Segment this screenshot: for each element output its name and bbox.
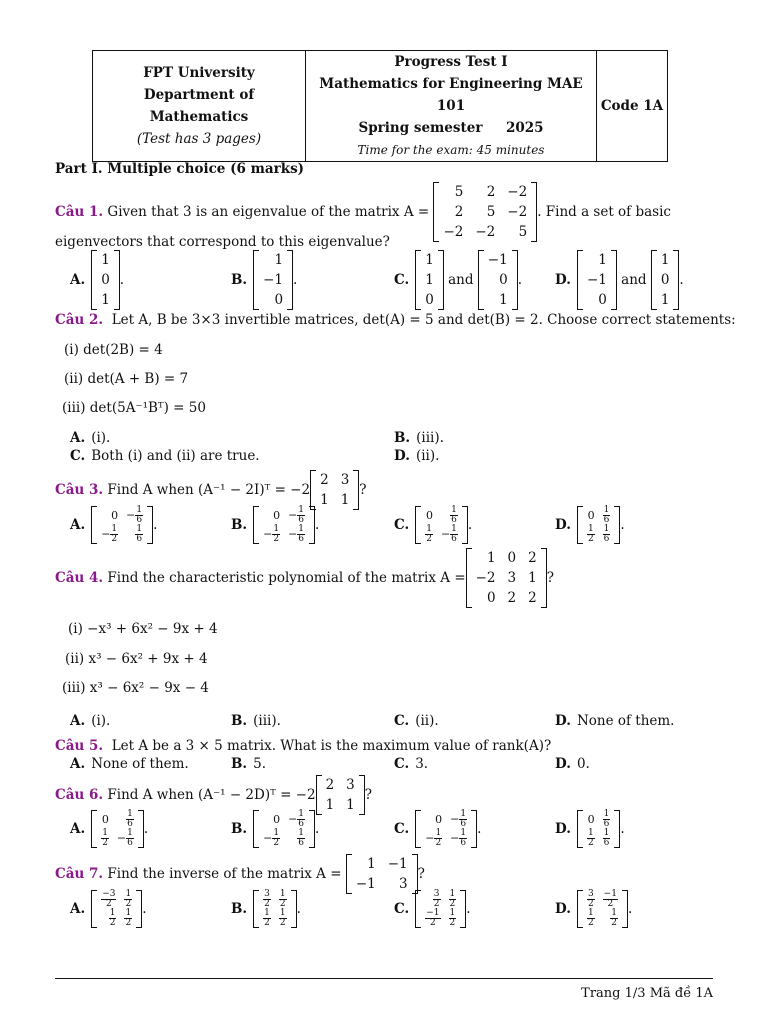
q3-option-b[interactable]: B. 0 − $\frac{1}{6}$ − $\frac{1}{2}$ − $\frac{1}{6}$ . [231, 505, 320, 544]
q3-option-c[interactable]: C. 0 $\frac{1}{6}$ $\frac{1}{2}$ − $\frac{1}{6}$ . [394, 505, 473, 544]
vector [91, 250, 120, 310]
q2-option-c[interactable]: C. Both (i) and (ii) are true. [70, 448, 260, 464]
question-text: Find the inverse of the matrix A = [107, 866, 342, 882]
q5-option-c[interactable]: C. 3. [394, 756, 429, 772]
q4-statement-i: (i) −x³ + 6x² − 9x + 4 [68, 621, 218, 637]
matrix-entry: 1 [340, 492, 350, 508]
footer-rule [55, 978, 713, 979]
and-text: and [621, 272, 647, 288]
matrix-entry: 3 [340, 472, 350, 488]
vector-entry: −1 [586, 272, 607, 288]
q4-option-c[interactable]: C. (ii). [394, 713, 439, 729]
matrix-entry: 2 [486, 184, 496, 200]
q2-statement-ii: (ii) det(A + B) = 7 [64, 371, 189, 387]
matrix-entry: 3 [346, 777, 355, 793]
vector [577, 250, 617, 310]
matrix-2x2: 0 $\frac{1}{6}$ $\frac{1}{2}$ $\frac{1}{6}$ [577, 810, 620, 848]
question-text: Given that 3 is an eigenvalue of the matrix A = [107, 204, 430, 220]
matrix-entry: 3 [399, 876, 408, 892]
q5-option-d[interactable]: D. 0. [555, 756, 590, 772]
vector-entry: 0 [101, 272, 110, 288]
matrix-entry: 2 [454, 204, 464, 220]
vector-entry: −1 [487, 252, 508, 268]
matrix-2x2: 0 − $\frac{1}{6}$ − $\frac{1}{2}$ − $\frac{1}{6}$ [415, 810, 477, 848]
matrix-entry: 0 [507, 550, 517, 566]
question-label: Câu 2. [55, 312, 104, 328]
matrix-2x2: 0 $\frac{1}{6}$ $\frac{1}{2}$ $\frac{1}{6}$ [577, 506, 620, 544]
q7-option-d[interactable]: D. $\frac{3}{2}$ $\frac{-1}{2}$ $\frac{1}{2}$ $\frac{1}{2}$ . [555, 889, 633, 928]
vector-entry: 1 [660, 292, 670, 308]
q2-option-a[interactable]: A. (i). [70, 430, 111, 446]
course-name: Mathematics for Engineering MAE 101 [319, 76, 583, 114]
matrix-entry: −2 [475, 224, 496, 240]
question-text: Find A when (A⁻¹ − 2I)ᵀ = −2 [107, 482, 311, 498]
semester: Spring semester [358, 120, 483, 136]
q2-option-b[interactable]: B. (iii). [394, 430, 444, 446]
page-footer: Trang 1/3 Mã đề 1A [581, 986, 713, 1001]
question-label: Câu 6. [55, 787, 104, 803]
and-text: and [448, 272, 474, 288]
pages-note: (Test has 3 pages) [136, 131, 262, 147]
matrix-entry: 1 [367, 856, 376, 872]
matrix-2x2: 0 − $\frac{1}{6}$ − $\frac{1}{2}$ − $\frac{1}{6}$ [253, 506, 315, 544]
vector-entry: 1 [425, 272, 434, 288]
question-2 [55, 312, 736, 328]
matrix-entry: −2 [507, 204, 528, 220]
q7-option-b[interactable]: B. $\frac{3}{2}$ $\frac{1}{2}$ $\frac{1}{2}$ $\frac{1}{2}$ . [231, 889, 301, 928]
vector-entry: 1 [101, 292, 110, 308]
question-6: Câu 6. Find A when (A⁻¹ − 2D)ᵀ = −2 2 3 1 1 ? [55, 777, 373, 813]
matrix-2x2 [316, 775, 365, 815]
matrix-2x2 [310, 470, 359, 510]
matrix-entry: −1 [355, 876, 376, 892]
vector-entry: 0 [598, 292, 607, 308]
q1-option-d[interactable]: D. 1 −1 0 and 1 0 1 . [555, 252, 684, 308]
vector [651, 250, 680, 310]
matrix-entry: 3 [507, 570, 517, 586]
part-title: Part I. Multiple choice (6 marks) [55, 161, 305, 177]
q4-option-b[interactable]: B. (iii). [231, 713, 281, 729]
vector [478, 250, 518, 310]
question-text-cont: . Find a set of basic [537, 204, 671, 220]
matrix-entry: 2 [325, 777, 335, 793]
matrix-entry: 5 [518, 224, 528, 240]
year: 2025 [505, 120, 544, 136]
vector-entry: 1 [598, 252, 607, 268]
q4-statement-iii: (iii) x³ − 6x² − 9x − 4 [62, 680, 209, 696]
matrix-entry: 1 [346, 797, 355, 813]
q5-option-b[interactable]: B. 5. [231, 756, 267, 772]
matrix-entry: −2 [443, 224, 464, 240]
test-name: Progress Test I [394, 54, 508, 70]
matrix-entry: 5 [454, 184, 464, 200]
q4-option-d[interactable]: D. None of them. [555, 713, 675, 729]
question-label: Câu 3. [55, 482, 104, 498]
vector-entry: 0 [660, 272, 670, 288]
matrix-2x2: $\frac{3}{2}$ $\frac{1}{2}$ $\frac{-1}{2}$ $\frac{1}{2}$ [415, 890, 466, 928]
vector [415, 250, 444, 310]
question-5 [55, 738, 551, 754]
question-1 [55, 182, 671, 242]
question-text: Let A, B be 3×3 invertible matrices, det(A) = 5 and det(B) = 2. Choose correct statements: [111, 312, 736, 328]
q2-option-d[interactable]: D. (ii). [394, 448, 440, 464]
exam-code: Code 1A [597, 51, 668, 162]
q2-statement-i: (i) det(2B) = 4 [64, 342, 163, 358]
q4-statement-ii: (ii) x³ − 6x² + 9x + 4 [65, 651, 208, 667]
q7-option-a[interactable]: A. $\frac{-3}{2}$ $\frac{1}{2}$ $\frac{1}{2}$ $\frac{1}{2}$ . [70, 889, 147, 928]
question-4: Câu 4. Find the characteristic polynomial of the matrix A = 1 0 2 −2 3 1 0 2 2 ? [55, 550, 554, 606]
matrix-entry: −2 [475, 570, 496, 586]
header-center-cell [306, 51, 597, 162]
matrix-2x2: $\frac{-3}{2}$ $\frac{1}{2}$ $\frac{1}{2}$ $\frac{1}{2}$ [91, 890, 142, 928]
matrix-entry: 1 [325, 797, 335, 813]
matrix-2x2: $\frac{3}{2}$ $\frac{-1}{2}$ $\frac{1}{2}$ $\frac{1}{2}$ [577, 890, 628, 928]
matrix-3x3 [433, 182, 537, 242]
matrix-entry: 2 [320, 472, 329, 488]
department-name: Department of Mathematics [143, 87, 255, 125]
q6-option-d[interactable]: D. 0 $\frac{1}{6}$ $\frac{1}{2}$ $\frac{1}{6}$ . [555, 809, 625, 848]
matrix-entry: 2 [507, 590, 517, 606]
matrix-entry: 2 [528, 550, 537, 566]
q2-statement-iii: (iii) det(5A⁻¹Bᵀ) = 50 [62, 400, 206, 416]
header-left-cell [93, 51, 306, 162]
matrix-entry: 1 [486, 550, 496, 566]
q1-option-c[interactable]: C. 1 1 0 and −1 0 1 . [394, 252, 522, 308]
q1-option-b[interactable]: B. 1 −1 0 . [231, 252, 298, 308]
question-3: Câu 3. Find A when (A⁻¹ − 2I)ᵀ = −2 2 3 1 1 ? [55, 472, 367, 508]
q4-option-a[interactable]: A. (i). [70, 713, 111, 729]
matrix-entry: 0 [486, 590, 496, 606]
q5-option-a[interactable]: A. None of them. [70, 756, 189, 772]
question-text: Find the characteristic polynomial of the matrix A = [107, 570, 466, 586]
exam-header-table [92, 50, 668, 162]
vector-entry: 0 [425, 292, 434, 308]
q1-option-a[interactable]: A. 1 0 1 . [70, 252, 125, 308]
matrix-entry: 2 [528, 590, 537, 606]
question-label: Câu 5. [55, 738, 104, 754]
question-label: Câu 4. [55, 570, 104, 586]
university-name: FPT University [143, 65, 255, 81]
matrix-entry: 1 [528, 570, 537, 586]
matrix-entry: 1 [320, 492, 329, 508]
vector-entry: −1 [263, 272, 284, 288]
q6-option-b[interactable]: B. 0 − $\frac{1}{6}$ − $\frac{1}{2}$ $\frac{1}{6}$ . [231, 809, 320, 848]
vector-entry: 0 [274, 292, 284, 308]
question-text: Find A when (A⁻¹ − 2D)ᵀ = −2 [107, 787, 316, 803]
vector [253, 250, 293, 310]
vector-entry: 1 [660, 252, 670, 268]
matrix-entry: 5 [486, 204, 496, 220]
matrix-2x2: 0 − $\frac{1}{6}$ − $\frac{1}{2}$ $\frac{1}{6}$ [253, 810, 315, 848]
matrix-2x2: $\frac{3}{2}$ $\frac{1}{2}$ $\frac{1}{2}$ $\frac{1}{2}$ [253, 890, 296, 928]
vector-entry: 1 [425, 252, 434, 268]
q3-option-d[interactable]: D. 0 $\frac{1}{6}$ $\frac{1}{2}$ $\frac{1}{6}$ . [555, 505, 625, 544]
question-text: Let A be a 3 × 5 matrix. What is the maximum value of rank(A)? [111, 738, 552, 754]
vector-entry: 1 [499, 292, 508, 308]
exam-time: Time for the exam: 45 minutes [357, 143, 545, 157]
matrix-entry: −2 [507, 184, 528, 200]
matrix-2x2 [346, 854, 418, 894]
vector-entry: 0 [499, 272, 508, 288]
vector-entry: 1 [101, 252, 110, 268]
matrix-2x2: 0 $\frac{1}{6}$ $\frac{1}{2}$ − $\frac{1}{6}$ [415, 506, 468, 544]
matrix-3x3 [466, 548, 547, 608]
question-1-text-line2: eigenvectors that correspond to this eigenvalue? [55, 234, 390, 250]
matrix-2x2: 0 $\frac{1}{6}$ $\frac{1}{2}$ − $\frac{1}{6}$ [91, 810, 144, 848]
question-7: Câu 7. Find the inverse of the matrix A = 1 −1 −1 3 ? [55, 856, 425, 892]
q6-option-c[interactable]: C. 0 − $\frac{1}{6}$ − $\frac{1}{2}$ − $\frac{1}{6}$ . [394, 809, 482, 848]
q7-option-c[interactable]: C. $\frac{3}{2}$ $\frac{1}{2}$ $\frac{-1}{2}$ $\frac{1}{2}$ . [394, 889, 471, 928]
q6-option-a[interactable]: A. 0 $\frac{1}{6}$ $\frac{1}{2}$ − $\frac{1}{6}$ . [70, 809, 149, 848]
matrix-2x2: 0 − $\frac{1}{6}$ − $\frac{1}{2}$ $\frac{1}{6}$ [91, 506, 153, 544]
q3-option-a[interactable]: A. 0 − $\frac{1}{6}$ − $\frac{1}{2}$ $\frac{1}{6}$ . [70, 505, 158, 544]
vector-entry: 1 [274, 252, 284, 268]
matrix-entry: −1 [387, 856, 408, 872]
question-label: Câu 7. [55, 866, 104, 882]
question-label: Câu 1. [55, 204, 104, 220]
